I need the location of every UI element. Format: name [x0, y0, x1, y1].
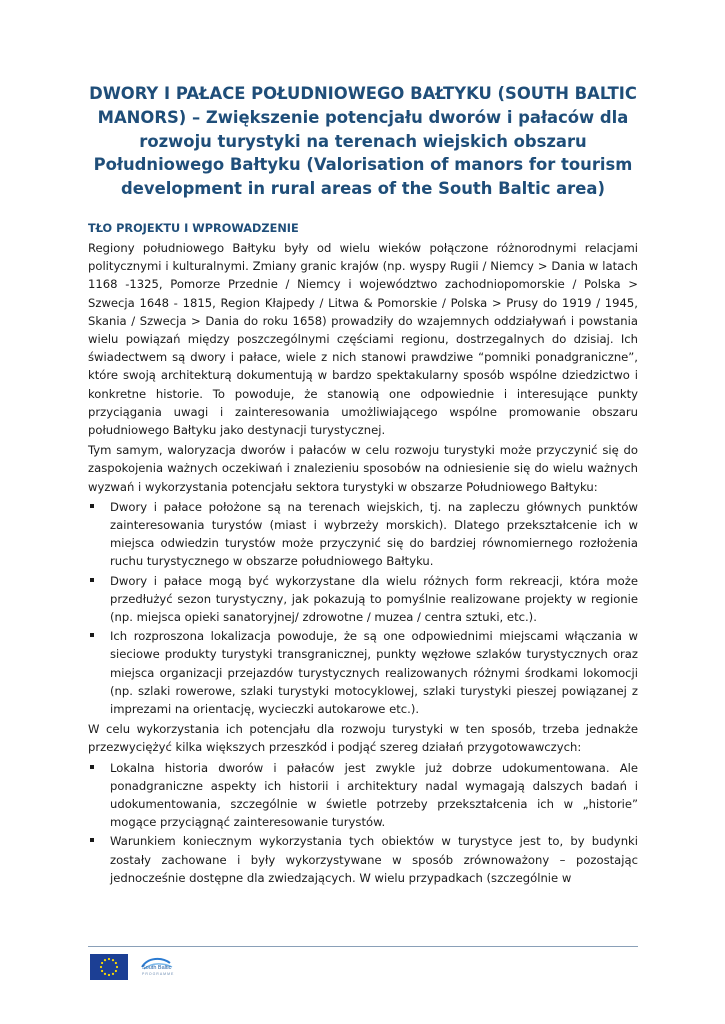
bullet-square-icon — [90, 765, 94, 769]
page-footer — [88, 946, 638, 987]
paragraph-background: Regiony południowego Bałtyku były od wielu wieków połączone różnorodnymi relacjami politycznymi i kulturalnymi. Zmiany granic krajów (np. wyspy Rugii / Niemcy > Dania w latach 1168 -1325, Pomorze Przednie / Niemcy i województwo zachodniopomorskie / Polska > Szwecja 1648 - 1815, Region Kłajpedy / Litwa & Pomorskie / Polska > Prusy do 1919 / 1945, Skania / Szwecja > Dania do roku 1658) prowadziły do wzajemnych oddziaływań i powstania wielu powiązań między poszczególnymi częściami regionu, dostrzegalnych do dzisiaj. Ich świadectwem są dwory i pałace, wiele z nich stanowi prawdziwe “pomniki ponadgraniczne”, które swoją architekturą dokumentują w bardzo spektakularny sposób wspólne dziedzictwo i konkretne historie. To powoduje, że stanowią one odpowiednie i interesujące punkty przyciągania uwagi i zainteresowania umożliwiającego wspólne promowanie obszaru południowego Bałtyku jako destynacji turystycznej. — [88, 240, 638, 438]
south-baltic-logo-subtext: PROGRAMME — [142, 972, 175, 976]
list-item-text: Warunkiem koniecznym wykorzystania tych obiektów w turystyce jest to, by budynki zostały zachowane i były wykorzystywane w sposób zrównoważony – pozostając jednocześnie dostępne dla zwiedzających. W wielu przypadkach (szczególnie w — [110, 834, 638, 885]
list-item — [88, 498, 638, 571]
bullet-square-icon — [90, 578, 94, 582]
list-item-text: Lokalna historia dworów i pałaców jest zwykle już dobrze udokumentowana. Ale ponadgraniczne aspekty ich historii i architektury nadal wymagają dalszych badań i udokumentowania, szczególnie w świetle potrzeby przekształcenia ich w „historie” mogące przyciągnąć zainteresowanie turystów. — [110, 760, 638, 830]
obstacles-list — [88, 759, 638, 887]
list-item — [88, 832, 638, 887]
south-baltic-logo-text: South Baltic — [142, 965, 172, 971]
benefits-list — [88, 498, 638, 718]
list-item-text: Ich rozproszona lokalizacja powoduje, że są one odpowiednimi miejscami włączania w sieciowe produkty turystyki transgranicznej, punkty węzłowe szlaków turystycznych oraz miejsca organizacji przejazdów turystycznych realizowanych różnymi środkami lokomocji (np. szlaki rowerowe, szlaki turystyki motocyklowej, szlaki turystyki pieszej powiązanej z imprezami na orientację, wycieczki autokarowe etc.). — [110, 629, 638, 717]
list-item-text: Dwory i pałace mogą być wykorzystane dla wielu różnych form rekreacji, która może przedłużyć sezon turystyczny, jak pokazują to pomyślnie realizowane projekty w regionie (np. miejsca opieki sanatoryjnej/ zdrowotne / muzea / centra sztuki, etc.). — [110, 573, 638, 625]
bullet-square-icon — [90, 838, 94, 842]
list-item — [88, 759, 638, 832]
list-item — [88, 627, 638, 718]
document-page — [88, 82, 638, 889]
section-heading: TŁO PROJEKTU I WPROWADZENIE — [88, 221, 299, 235]
list-item — [88, 572, 638, 627]
paragraph-obstacles: W celu wykorzystania ich potencjału dla rozwoju turystyki w ten sposób, trzeba jednakże przezwyciężyć kilka większych przeszkód i podjąć szereg działań przygotowawczych: — [88, 722, 638, 755]
paragraph-valorisation: Tym samym, waloryzacja dworów i pałaców w celu rozwoju turystyki może przyczynić się do zaspokojenia ważnych oczekiwań i znalezieniu sposobów na odniesienie się do wielu ważnych wyzwań i wykorzystania potencjału sektora turystyki w obszarze Południowego Bałtyku: — [88, 443, 638, 494]
eu-flag-icon — [90, 954, 128, 980]
list-item-text: Dwory i pałace położone są na terenach wiejskich, tj. na zapleczu głównych punktów zainteresowania turystów (miast i wybrzeży morskich). Dlatego przekształcenie ich w miejsca odwiedzin turystów może przyczynić się do bardziej równomiernego rozłożenia ruchu turystycznego w obszarze południowego Bałtyku. — [110, 499, 638, 569]
document-title: DWORY I PAŁACE POŁUDNIOWEGO BAŁTYKU (SOUTH BALTIC MANORS) – Zwiększenie potencjału dworów i pałaców dla rozwoju turystyki na terenach wiejskich obszaru Południowego Bałtyku (Valorisation of manors for tourism development in rural areas of the South Baltic area) — [89, 84, 637, 199]
bullet-square-icon — [90, 633, 94, 637]
bullet-square-icon — [90, 504, 94, 508]
